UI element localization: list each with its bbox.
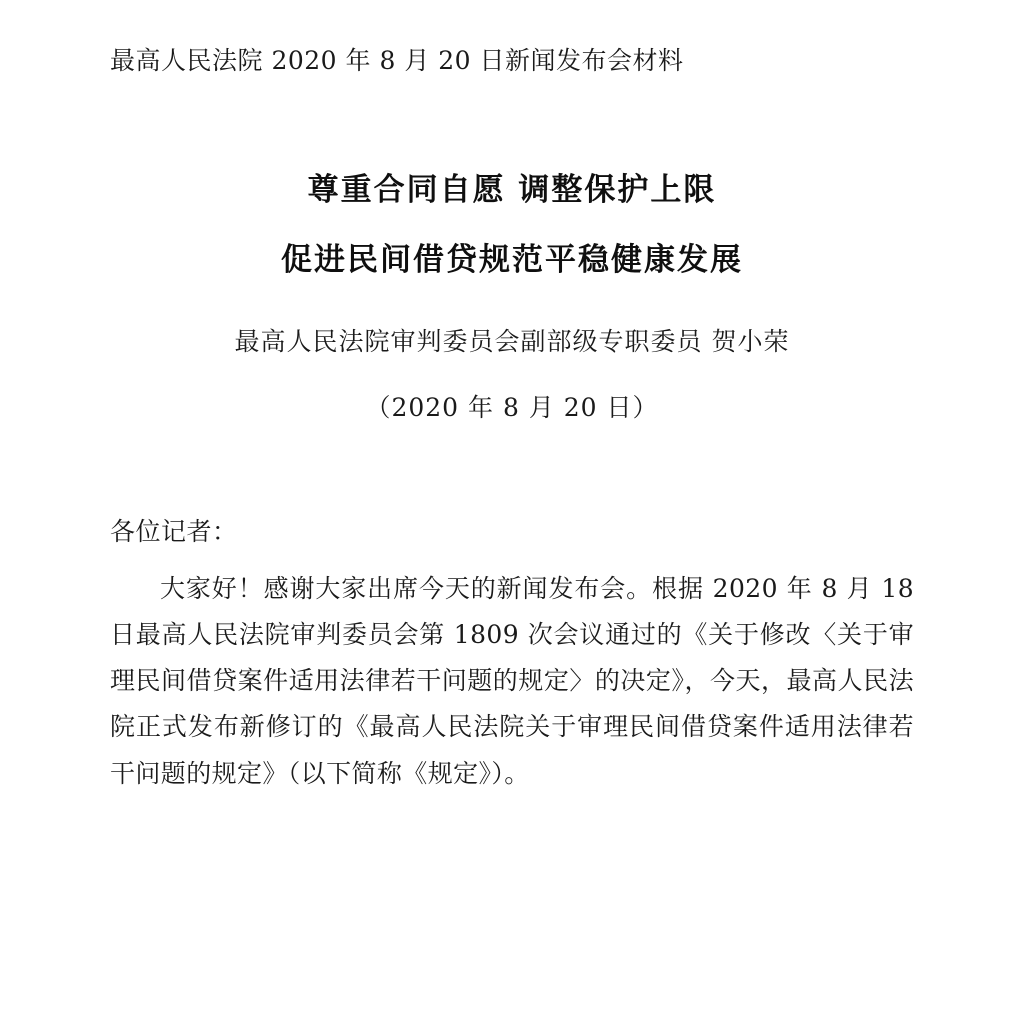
- document-dateline: （2020 年 8 月 20 日）: [365, 392, 659, 422]
- page-title-line-2: 促进民间借贷规范平稳健康发展: [281, 241, 743, 278]
- body-paragraph: 大家好！感谢大家出席今天的新闻发布会。根据 2020 年 8 月 18 日最高人民法院审判委员会第 1809 次会议通过的《关于修改〈关于审理民间借贷案件适用法律若干问题的规定〉的决定》，今天，最高人民法院正式发布新修订的《最高人民法院关于审理民间借贷案件适用法律若干问题的规定》（以下简称《规定》）。: [110, 573, 914, 788]
- page-title-line-1: 尊重合同自愿 调整保护上限: [307, 171, 717, 208]
- salutation: 各位记者：: [110, 516, 238, 546]
- document-header-line: 最高人民法院 2020 年 8 月 20 日新闻发布会材料: [110, 46, 684, 75]
- author-byline: 最高人民法院审判委员会副部级专职委员 贺小荣: [234, 326, 790, 356]
- document-title-block: [110, 166, 914, 284]
